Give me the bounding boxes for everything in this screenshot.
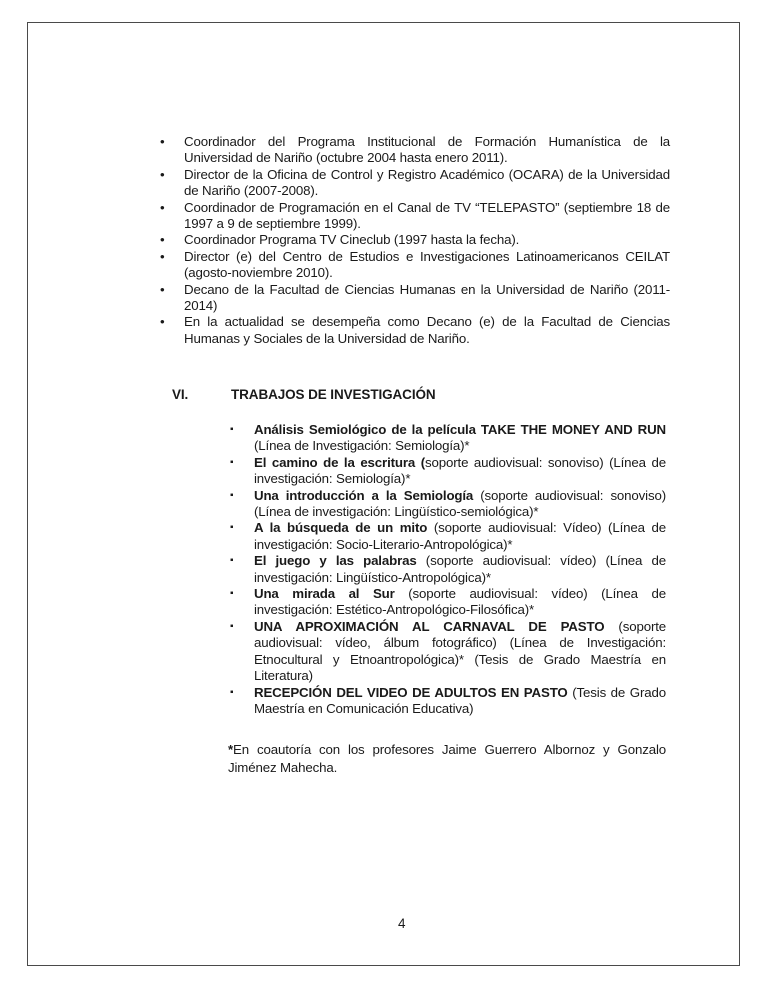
work-title: UNA APROXIMACIÓN AL CARNAVAL DE PASTO: [254, 618, 605, 634]
work-details: soporte audiovisual: sonoviso) (Línea de investigación: Semiología)*: [254, 454, 666, 487]
bullet-icon: •: [160, 281, 165, 297]
list-item: [160, 200, 670, 233]
work-title: Análisis Semiológico de la película TAKE THE MONEY AND RUN: [254, 422, 666, 437]
page-number: 4: [398, 916, 406, 931]
work-details: (Línea de Investigación: Semiología)*: [254, 438, 470, 454]
list-item: [228, 455, 666, 488]
work-title: Una mirada al Sur: [254, 586, 395, 602]
list-item-text: Coordinador Programa TV Cineclub (1997 hasta la fecha).: [184, 232, 520, 248]
section-heading: [172, 387, 436, 402]
bullet-icon: •: [160, 166, 165, 182]
list-item-text: Coordinador de Programación en el Canal de TV “TELEPASTO” (septiembre 18 de 1997 a 9 de septiembre 1999).: [184, 199, 670, 232]
list-item: [228, 553, 666, 586]
list-item-text: Director de la Oficina de Control y Registro Académico (OCARA) de la Universidad de Nariño (2007-2008).: [184, 166, 670, 199]
work-details: (soporte audiovisual: sonoviso) (Línea de investigación: Lingüístico-semiológica)*: [254, 487, 666, 520]
bullet-icon: •: [160, 248, 165, 264]
list-item-text: Coordinador del Programa Institucional de Formación Humanística de la Universidad de Nariño (octubre 2004 hasta enero 2011).: [184, 134, 670, 166]
list-item: [160, 314, 670, 347]
square-bullet-icon: ▪: [230, 686, 234, 698]
list-item-text: Director (e) del Centro de Estudios e Investigaciones Latinoamericanos CEILAT (agosto-noviembre 2010).: [184, 248, 670, 281]
list-item: [160, 232, 670, 248]
square-bullet-icon: ▪: [230, 555, 234, 567]
list-item: [228, 685, 666, 718]
coauthorship-note: [228, 741, 666, 777]
list-item: [160, 282, 670, 315]
work-details: (soporte audiovisual: vídeo, álbum fotográfico) (Línea de Investigación: Etnocultural y Etnoantropológica)* (Tesis de Grado Maestría en Literatura): [254, 618, 667, 684]
bullet-icon: •: [160, 134, 165, 149]
list-item: [160, 167, 670, 200]
work-details: (soporte audiovisual: vídeo) (Línea de investigación: Lingüístico-Antropológica)*: [254, 553, 667, 585]
work-title: El camino de la escritura (: [254, 454, 426, 470]
work-details: (soporte audiovisual: Vídeo) (Línea de investigación: Socio-Literario-Antropológica)*: [254, 520, 666, 552]
list-item: [228, 422, 666, 455]
list-item: [228, 619, 666, 685]
list-item-text: En la actualidad se desempeña como Decano (e) de la Facultad de Ciencias Humanas y Sociales de la Universidad de Nariño.: [184, 314, 670, 346]
square-bullet-icon: ▪: [230, 424, 234, 435]
work-title: RECEPCIÓN DEL VIDEO DE ADULTOS EN PASTO: [254, 684, 568, 700]
list-item-text: Decano de la Facultad de Ciencias Humanas en la Universidad de Nariño (2011-2014): [184, 281, 670, 314]
work-title: El juego y las palabras: [254, 553, 417, 569]
list-item: [160, 249, 670, 282]
note-text: En coautoría con los profesores Jaime Guerrero Albornoz y Gonzalo Jiménez Mahecha.: [228, 742, 666, 775]
positions-list: [160, 134, 670, 347]
square-bullet-icon: ▪: [230, 456, 234, 468]
work-details: (soporte audiovisual: vídeo) (Línea de investigación: Estético-Antropológico-Filosófica)*: [254, 586, 666, 618]
bullet-icon: •: [160, 232, 165, 248]
section-number: VI.: [172, 387, 189, 402]
square-bullet-icon: ▪: [230, 620, 234, 632]
work-title: A la búsqueda de un mito: [254, 520, 428, 536]
work-details: (Tesis de Grado Maestría en Comunicación Educativa): [254, 684, 667, 716]
square-bullet-icon: ▪: [230, 489, 234, 501]
section-title: TRABAJOS DE INVESTIGACIÓN: [231, 387, 436, 402]
square-bullet-icon: ▪: [230, 522, 234, 534]
research-works-list: [228, 422, 666, 717]
bullet-icon: •: [160, 314, 165, 330]
list-item: [228, 488, 666, 521]
list-item: [228, 586, 666, 619]
square-bullet-icon: ▪: [230, 588, 234, 600]
bullet-icon: •: [160, 199, 165, 215]
work-title: Una introducción a la Semiología: [254, 487, 474, 503]
list-item: [160, 134, 670, 167]
list-item: [228, 520, 666, 553]
note-star: *: [228, 742, 234, 757]
